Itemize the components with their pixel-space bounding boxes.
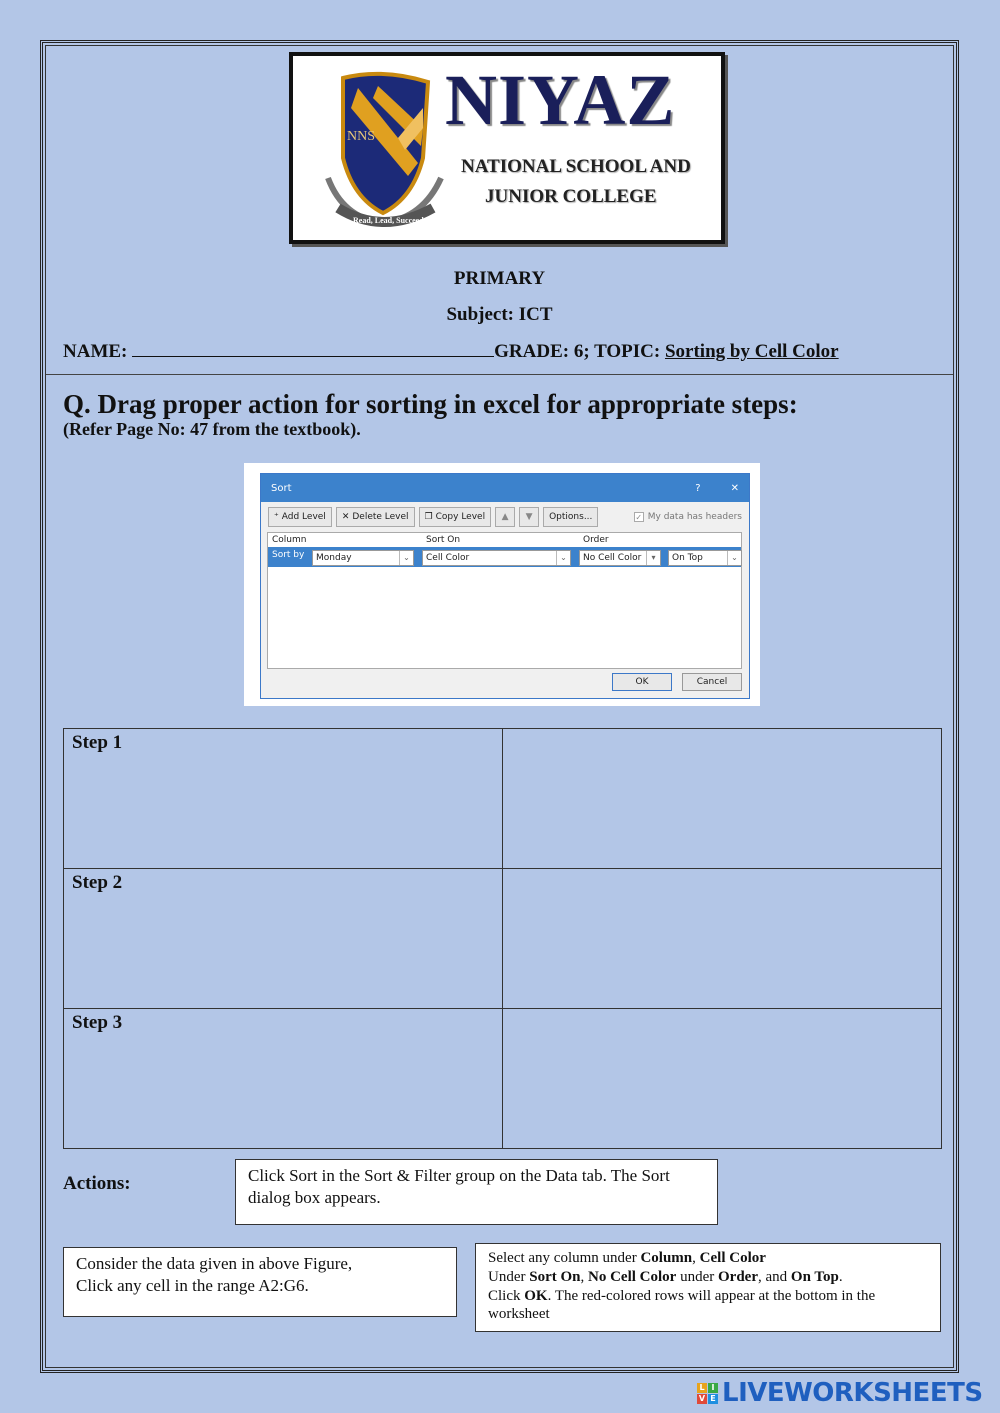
sort-dialog-image — [244, 463, 760, 706]
copy-level-label: Copy Level — [435, 512, 486, 522]
card-line: Under Sort On, No Cell Color under Order, and On Top. — [488, 1268, 843, 1285]
sort-on-select — [422, 550, 571, 566]
order-select — [668, 550, 742, 566]
delete-level-button — [336, 507, 415, 527]
action-card-sort-options[interactable] — [475, 1243, 941, 1332]
name-grade-line — [63, 341, 839, 363]
cancel-button: Cancel — [682, 673, 742, 691]
help-icon: ? — [695, 482, 701, 494]
chevron-down-icon: ⌄ — [399, 551, 413, 565]
actions-label: Actions: — [63, 1173, 131, 1194]
sort-on-value: Cell Color — [426, 553, 470, 563]
action-card-sort-dialog[interactable]: Click Sort in the Sort & Filter group on the Data tab. The Sort dialog box appears. — [235, 1159, 718, 1225]
sort-dialog — [260, 473, 750, 699]
crest-motto: Read, Lead, Succeed — [353, 216, 424, 225]
card-line: Click OK. The red-colored rows will appear at the bottom in the worksheet — [488, 1287, 876, 1323]
delete-icon: ✕ — [341, 512, 350, 522]
grid-header — [272, 535, 741, 547]
step-drop-zone[interactable] — [503, 729, 942, 869]
mark-letter: I — [708, 1383, 718, 1393]
sort-level-row — [268, 547, 741, 567]
header-sort-on: Sort On — [426, 535, 461, 545]
move-down-button: ▼ — [519, 507, 539, 527]
level-heading: PRIMARY — [453, 268, 546, 289]
step-row — [64, 1009, 942, 1149]
ok-button: OK — [612, 673, 672, 691]
sort-by-label: Sort by — [272, 550, 305, 560]
mark-letter: V — [698, 1393, 706, 1403]
checkbox-checked-icon: ✓ — [635, 513, 643, 522]
color-select — [579, 550, 661, 566]
subject-heading: Subject: ICT — [446, 304, 553, 325]
school-subtitle-2: JUNIOR COLLEGE — [485, 186, 657, 207]
liveworksheets-wordmark: LIVEWORKSHEETS — [722, 1378, 983, 1408]
card-line: Consider the data given in above Figure, — [76, 1254, 353, 1273]
card-line: Click any cell in the range A2:G6. — [76, 1276, 309, 1296]
worksheet-inner-border — [45, 45, 954, 1368]
steps-table — [63, 728, 942, 1149]
mark-letter: E — [708, 1394, 718, 1404]
question-title: Q. Drag proper action for sorting in excel for appropriate steps: — [63, 389, 798, 419]
grade-topic-label: GRADE: 6; TOPIC: — [494, 341, 661, 362]
step-label: Step 1 — [64, 729, 503, 869]
options-button: Options... — [543, 507, 598, 527]
copy-level-button — [419, 507, 492, 527]
step-row — [64, 869, 942, 1009]
column-select — [312, 550, 414, 566]
chevron-down-icon: ⌄ — [556, 551, 570, 565]
move-up-button: ▲ — [495, 507, 515, 527]
school-name: NIYAZ — [445, 60, 676, 140]
dropdown-arrow-icon: ▾ — [646, 551, 660, 565]
step-label: Step 2 — [64, 869, 503, 1009]
name-blank — [132, 341, 494, 357]
step-drop-zone[interactable] — [503, 869, 942, 1009]
add-level-label: Add Level — [281, 512, 326, 522]
crest-icon — [323, 68, 448, 233]
dialog-title: Sort — [271, 482, 292, 494]
color-value: No Cell Color — [583, 553, 642, 563]
step-drop-zone[interactable] — [503, 1009, 942, 1149]
card-line: Select any column under Column, Cell Color — [488, 1250, 766, 1266]
chevron-down-icon: ⌄ — [727, 551, 741, 565]
headers-label: My data has headers — [647, 512, 742, 522]
order-value: On Top — [672, 553, 703, 563]
crest-initials: NNS — [347, 129, 376, 144]
school-subtitle-1: NATIONAL SCHOOL AND — [461, 156, 691, 177]
action-card-select-cell[interactable] — [63, 1247, 457, 1317]
add-level-icon: ⁺ — [274, 512, 279, 522]
copy-icon: ❐ — [424, 512, 433, 522]
topic-title: Sorting by Cell Color — [664, 341, 839, 362]
liveworksheets-logo — [697, 1378, 983, 1408]
close-icon: ✕ — [730, 482, 739, 494]
name-label: NAME: — [63, 341, 128, 362]
headers-checkbox — [634, 512, 742, 522]
add-level-button — [268, 507, 332, 527]
step-row — [64, 729, 942, 869]
school-logo — [289, 52, 725, 244]
question-reference: (Refer Page No: 47 from the textbook). — [63, 419, 361, 439]
header-divider — [46, 374, 953, 375]
worksheet-frame — [40, 40, 959, 1373]
mark-letter: L — [697, 1383, 707, 1393]
header-order: Order — [583, 535, 609, 545]
sort-levels-grid — [267, 532, 742, 669]
delete-level-label: Delete Level — [352, 512, 409, 522]
step-label: Step 3 — [64, 1009, 503, 1149]
dialog-toolbar — [268, 506, 742, 528]
liveworksheets-mark-icon — [697, 1383, 718, 1404]
dialog-titlebar — [261, 474, 749, 502]
header-column: Column — [272, 535, 307, 545]
column-value: Monday — [316, 553, 352, 563]
